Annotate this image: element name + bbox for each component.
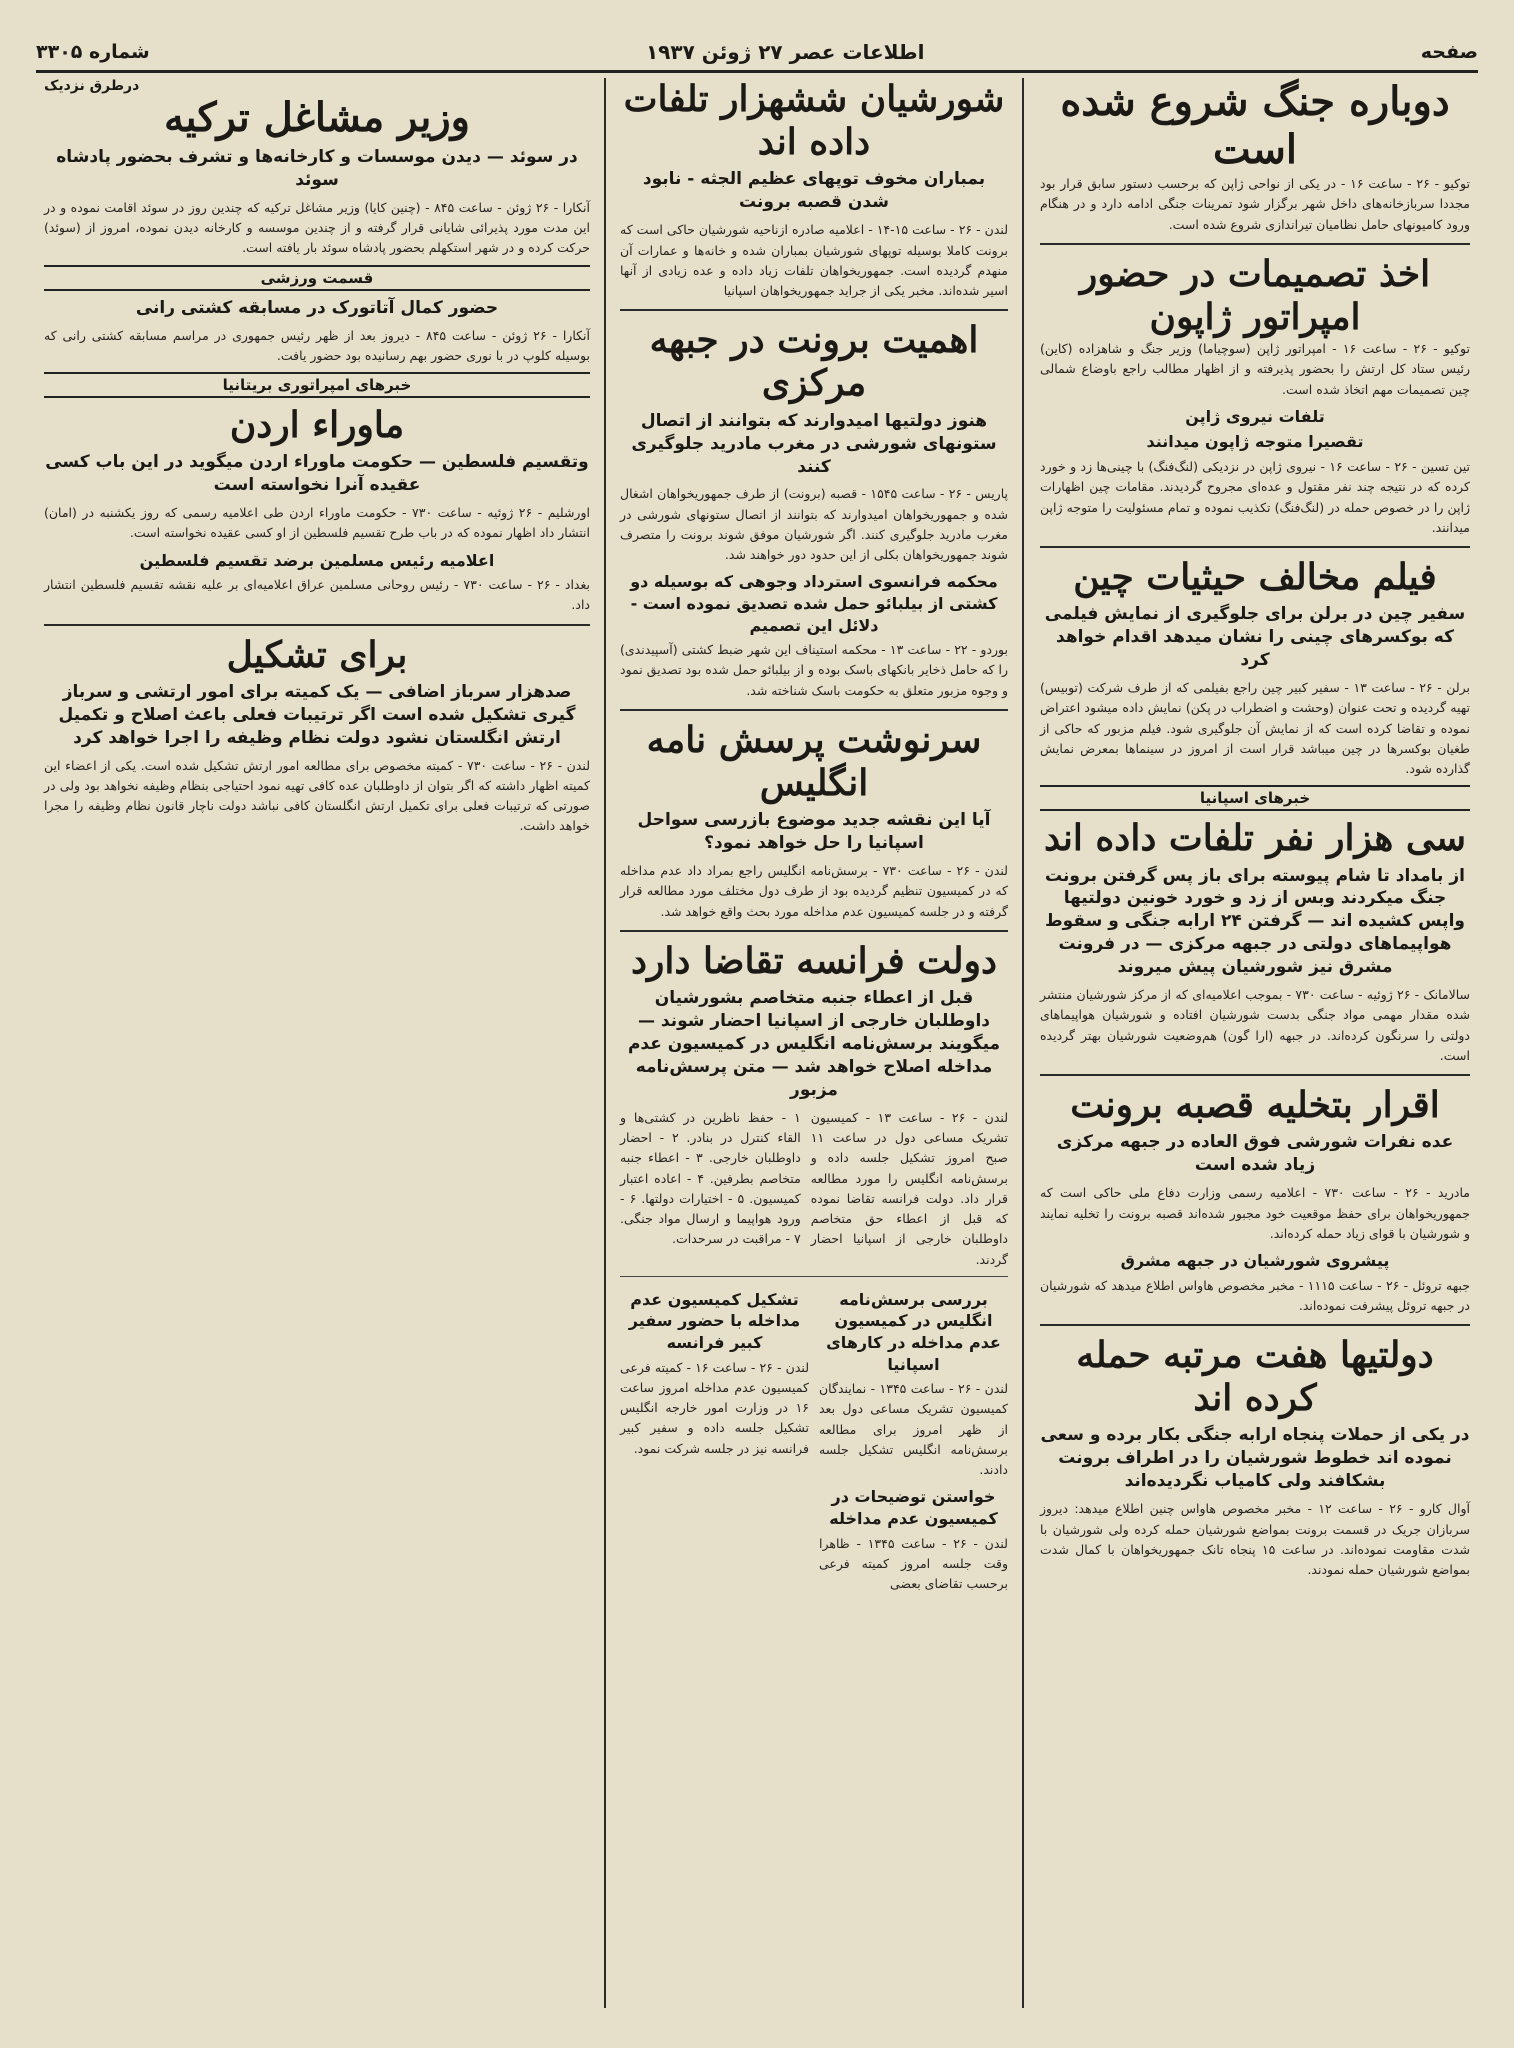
subheading: پیشروی شورشیان در جبهه مشرق	[1120, 1251, 1390, 1270]
article-body: آنکارا - ۲۶ ژوئن - ساعت ۸۴۵ - (چنین کایا) وزیر مشاغل ترکیه که چندین روز در سوئد اقامت نموده و در این مدت مورد پذیرائی شایانی قرار گرفته و از چندین موسسه و کارخانه دیدن نموده، امروز از (سوئد) حرکت کرده و در شهر استکهلم بحضور پادشاه سوئد بار یافته است.	[44, 199, 590, 256]
article-body: مادرید - ۲۶ - ساعت ۷۳۰ - اعلامیه رسمی وزارت دفاع ملی حاکی است که جمهوریخواهان برای حفظ موقعیت خود مجبور شده‌اند قصبه برونت را تخلیه نمایند و شورشیان با قوای زیاد حمله کرده‌اند.	[1040, 1185, 1470, 1241]
subheading: تقصیرا متوجه ژاپون میدانند	[1146, 432, 1364, 452]
article-body: آنکارا - ۲۶ ژوئن - ساعت ۸۴۵ - دیروز بعد از ظهر رئیس جمهوری در مراسم مسابقه کشتی رانی که بوسیله کلوپ در با نوری حضور بهم رسانیده بود حضور یافت.	[44, 327, 590, 363]
subheading: صدهزار سرباز اضافی — یک کمیته برای امور ارتشی و سرباز گیری تشکیل شده است اگر ترتیبات فعلی باعث اصلاح و تکمیل ارتش انگلستان نشود دولت نظام وظیفه را اجرا خواهد کرد	[58, 681, 576, 748]
subheading: بمباران مخوف توپهای عظیم الجثه - نابود شدن قصبه برونت	[642, 169, 986, 213]
subheading: عده نفرات شورشی فوق العاده در جبهه مرکزی زیاد شده است	[1056, 1132, 1454, 1176]
article-body: لندن - ۲۶ - ساعت ۱۳۴۵ - ظاهرا وقت جلسه امروز کمیته فرعی برحسب تقاضای بعضی	[819, 1535, 1008, 1592]
article-body: جبهه تروئل - ۲۶ - ساعت ۱۱۱۵ - مخبر مخصوص هاواس اطلاع میدهد که شورشیان در جبهه تروئل پیشرفت نموده‌اند.	[1040, 1277, 1470, 1313]
article-body: سالامانک - ۲۶ ژوئیه - ساعت ۷۳۰ - بموجب اعلامیه‌ای که از مرکز شورشیان منتشر شده مقدار مهمی مواد جنگی بدست شورشیان افتاده و شورشیان هواپیماهای دولتی را سرنگون کرده‌اند. در جبهه (ارا گون) هم‌وضعیت شورشیان بهتر گردیده است.	[1040, 987, 1470, 1063]
masthead	[36, 34, 1478, 73]
headline-war-restarted: دوباره جنگ شروع شده است	[1060, 78, 1450, 173]
section-tag: خبرهای اسپانیا	[1040, 785, 1470, 811]
column-middle	[612, 78, 1016, 2008]
headline-france-requests: دولت فرانسه تقاضا دارد	[630, 939, 998, 982]
article-body: برلن - ۲۶ - ساعت ۱۳ - سفیر کبیر چین راجع بفیلمی که از طرف شرکت (توبیس) تهیه گردیده و تحت عنوان (وحشت و اضطراب در پکن) نمایش داده میشود اعتراض نموده و تقاضا کرده است که از نمایش آن جلوگیری شود. فیلم مزبور که حاکی از طغیان بوکسرها در چین میباشد قرار است از امروز در سینماها بمعرض نمایش گذارده شود.	[1040, 680, 1470, 777]
article-body: لندن - ۲۶ - ساعت ۱۵-۱۴ - اعلامیه صادره ازناحیه شورشیان حاکی است که برونت کاملا بوسیله توپهای شورشیان بمباران شده و خانه‌ها و عمارات آن منهدم گردیده است. جمهوریخواهان تلفات زیاد داده و عده زیادی از آنها اسیر شده‌اند. مخبر یکی از جراید جمهوریخواهان اسپانیا	[620, 222, 1008, 298]
headline-brunete-evacuation: اقرار بتخلیه قصبه برونت	[1070, 1084, 1440, 1127]
article-body: لندن - ۲۶ - ساعت ۷۳۰ - کمیته مخصوص برای مطالعه امور ارتش تشکیل شده است. یکی از اعضاء این کمیته اظهار داشته که اگر بتوان از داوطلبان عده کافی تهیه نمود احتیاجی بنظام وظیفه نخواهد بود ولی در صورتی که ترتیبات فعلی برای تکمیل ارتش انگلستان کافی نباشد دولت ناچار قانون نظام وظیفه را مجرا خواهد داشت.	[44, 757, 591, 834]
subheading: هنوز دولتیها امیدوارند که بتوانند از اتصال ستونهای شورشی در مغرب مادرید جلوگیری کنند	[631, 410, 997, 477]
page-label: صفحه	[1420, 41, 1478, 63]
section-tag: خبرهای امپراتوری بریتانیا	[44, 372, 590, 398]
subheading: قبل از اعطاء جنبه متخاصم بشورشیان داوطلبان خارجی از اسپانیا احضار شوند — میگویند برسش‌نامه انگلیس در کمیسیون عدم مداخله اصلاح خواهد شد — متن پرسش‌نامه مزبور	[627, 988, 1001, 1100]
article-body: پاریس - ۲۶ - ساعت ۱۵۴۵ - قصبه (برونت) از طرف جمهوریخواهان اشغال شده و جمهوریخواهان امیدوارند که بتوانند از اتصال ستونهای شورشی در مغرب مادرید جلوگیری کنند. اگر شورشیان موفق شوند برونت را متصرف شوند جمهوریخواهان بکلی از این حدود دور خواهند شد.	[620, 486, 1008, 563]
section-tag: قسمت ورزشی	[44, 265, 590, 291]
subheading: وتقسیم فلسطین — حکومت ماوراء اردن میگوید در این باب کسی عقیده آنرا نخواسته است	[45, 452, 589, 496]
article-body: اورشلیم - ۲۶ ژوئیه - ساعت ۷۳۰ - حکومت ماوراء اردن طی اعلامیه رسمی که روز یکشنبه در (امان) انتشار داد اظهار نموده که در باب طرح تقسیم فلسطین از او کسی عقیده نخواسته است.	[44, 505, 590, 541]
article-body: آوال کارو - ۲۶ - ساعت ۱۲ - مخبر مخصوص هاواس چنین اطلاع میدهد: دیروز سربازان جریک در قسمت برونت بمواضع شورشیان حمله کرده ولی شورشیان با شدت مقاومت نموده‌اند. در ساعت ۱۵ پنجاه تانک جمهوریخواهان با کمال شدت بمواضع شورشیان حمله نمودند.	[1040, 1501, 1470, 1578]
subheading: بررسی برسش‌نامه انگلیس در کمیسیون عدم مداخله در کارهای اسپانیا	[826, 1289, 1001, 1374]
headline-questionnaire-fate: سرنوشت پرسش نامه انگلیس	[646, 718, 982, 805]
subheading: محکمه فرانسوی استرداد وجوهی که بوسیله دو کشتی از بیلبائو حمل شده تصدیق نموده است - دلائل این تصمیم	[630, 572, 998, 635]
kicker: درطرق نزدیک	[44, 78, 140, 94]
article-body: ۱ - حفظ ناظرین در کشتی‌ها و القاء کنترل در بنادر. ۲ - احضار داوطلبان خارجی. ۳ - اعطاء جنبه متخاصم بطرفین. ۴ - اعاده اعتبار کمیسیون. ۵ - اختیارات دولتها. ۶ - ورود هواپیما و ارسال مواد جنگی. ۷ - مراقبت در سرحدات.	[620, 1109, 801, 1247]
subheading: تشکیل کمیسیون عدم مداخله با حضور سفیر کبیر فرانسه	[628, 1289, 801, 1353]
headline-brunete-importance: اهمیت برونت در جبهه مرکزی	[649, 319, 979, 405]
headline-for-formation: برای تشکیل	[226, 633, 408, 676]
headline-six-thousand: شورشیان ششهزار تلفات داده اند	[623, 78, 1005, 164]
headline-transjordan: ماوراء اردن	[229, 404, 405, 447]
subheading: تلفات نیروی ژاپن	[1185, 406, 1325, 426]
article-body: توکیو - ۲۶ - ساعت ۱۶ - در یکی از نواحی ژاپن که برحسب دستور سابق قرار بود مجددا سربازخانه‌های داخل شهر برگزار شود تمرینات جنگی ادامه دارد و در هنگام ورود کامیونهای حامل نظامیان تیراندازی شروع شده است.	[1040, 176, 1470, 232]
article-body: لندن - ۲۶ - ساعت ۱۶ - کمیته فرعی کمیسیون عدم مداخله امروز ساعت ۱۶ در وزارت امور خارجه انگلیس تشکیل جلسه داده و سفیر کبیر فرانسه نیز در جلسه شرکت نمود.	[620, 1359, 810, 1456]
article-body: لندن - ۲۶ - ساعت ۱۳ - کمیسیون تشریک مساعی دول در ساعت ۱۱ صبح امروز تشکیل جلسه داده و برسش‌نامه انگلیس را مورد مطالعه قرار داد. دولت فرانسه تقاضا نموده که قبل از اعطاء حق متخاصم داوطلبان خارجی از اسپانیا احضار گردند.	[810, 1109, 1008, 1267]
subheading: در یکی از حملات پنجاه ارابه جنگی بکار برده و سعی نموده اند خطوط شورشیان را در اطراف برونت بشکافند ولی کامیاب نگردیده‌اند	[1040, 1425, 1470, 1492]
subheading: آیا این نقشه جدید موضوع بازرسی سواحل اسپانیا را حل خواهد نمود؟	[637, 810, 991, 854]
column-left	[36, 78, 598, 2008]
subheading: سفیر چین در برلن برای جلوگیری از نمایش فیلمی که بوکسرهای چینی را نشان میدهد اقدام خواهد کرد	[1044, 604, 1466, 671]
headline-emperor-decisions: اخذ تصمیمات در حضور امپراتور ژاپون	[1079, 252, 1431, 338]
column-right	[1032, 78, 1478, 2008]
subheading: اعلامیه رئیس مسلمین برضد تقسیم فلسطین	[139, 550, 495, 570]
subheading: از بامداد تا شام پیوسته برای باز پس گرفتن برونت جنگ میکردند وبس از زد و خورد خونین دولتیها واپس کشیده اند — گرفتن ۲۴ ارابه جنگی و سقوط هواپیماهای دولتی در جبهه مرکزی — در فرونت مشرق نیز شورشیان پیش میروند	[1045, 865, 1465, 978]
article-body: توکیو - ۲۶ - ساعت ۱۶ - امپراتور ژاپن (سوچیاما) وزیر جنگ و شاهزاده (کاین) رئیس ستاد کل ارتش را بحضور پذیرفته و از اظهار مطالب راجع باوضاع شمالی چین تصمیمات مهم اتخاذ شده است.	[1040, 341, 1470, 397]
article-body: تین تسین - ۲۶ - ساعت ۱۶ - نیروی ژاپن در نزدیکی (لنگ‌فنگ) با چینی‌ها زد و خورد کرده که در نتیجه چند نفر مقتول و عده‌ای مجروح گردیدند. مقامات چین اظهارات ژاپن را در خصوص حمله در (لنگ‌فنگ) تکذیب نموده و تمام مسئولیت را متوجه ژاپن میدانند.	[1040, 459, 1470, 535]
article-body: لندن - ۲۶ - ساعت ۷۳۰ - برسش‌نامه انگلیس راجع بمراد داد عدم مداخله که در کمیسیون تنظیم گردیده بود از طرف دول مختلف مورد مطالعه قرار گرفته و در جلسه کمیسیون عدم مداخله مورد بحث واقع خواهد شد.	[620, 863, 1008, 919]
article-body: لندن - ۲۶ - ساعت ۱۳۴۵ - نمایندگان کمیسیون تشریک مساعی دول بعد از ظهر امروز برای مطالعه برسش‌نامه انگلیس تشکیل جلسه دادند.	[819, 1381, 1008, 1478]
article-body: بغداد - ۲۶ - ساعت ۷۳۰ - رئیس روحانی مسلمین عراق اعلامیه‌ای بر علیه نقشه تقسیم فلسطین انتشار داد.	[44, 577, 590, 613]
headline-seven-attacks: دولتیها هفت مرتبه حمله کرده اند	[1076, 1334, 1434, 1420]
subheading: در سوئد — دیدن موسسات و کارخانه‌ها و تشرف بحضور پادشاه سوئد	[56, 147, 578, 190]
article-body: بوردو - ۲۲ - ساعت ۱۳ - محکمه استیناف این شهر ضبط کشتی (آسپیدندی) را که حامل ذخایر بانکهای باسک بوده و از بیلبائو حمل شده بود تصدیق نمود و وجوه مزبور متعلق به حکومت باسک شناخته شد.	[620, 642, 1008, 698]
subheading: حضور کمال آتاتورک در مسابقه کشتی رانی	[135, 297, 499, 318]
paper-date: اطلاعات عصر ۲۷ ژوئن ۱۹۳۷	[645, 40, 925, 64]
issue-number: شماره ۳۳۰۵	[36, 41, 150, 63]
headline-thirty-thousand: سی هزار نفر تلفات داده اند	[1043, 817, 1466, 860]
headline-turkish-minister: وزیر مشاغل ترکیه	[164, 94, 470, 141]
subheading: خواستن توضیحات در کمیسیون عدم مداخله	[829, 1487, 998, 1529]
headline-film-china: فیلم مخالف حیثیات چین	[1073, 556, 1437, 599]
